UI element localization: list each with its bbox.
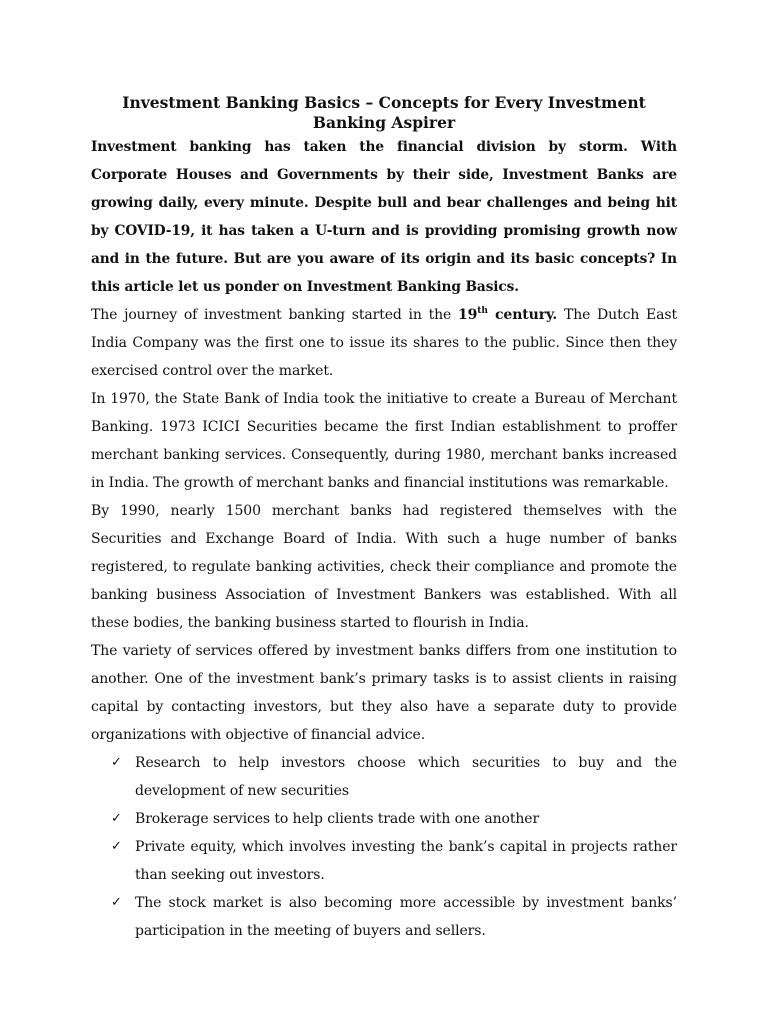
century-superscript: th: [477, 306, 488, 316]
services-list: [91, 749, 677, 945]
checkmark-icon: ✓: [111, 811, 122, 826]
paragraph-1970: In 1970, the State Bank of India took the initiative to create a Bureau of Merchant Banking. 1973 ICICI Securities became the first Indian establishment to proffer merchant banking services. Consequently, during 1980, merchant banks increased in India. The growth of merchant banks and financial institutions was remarkable.: [91, 391, 677, 491]
list-item-text: The stock market is also becoming more accessible by investment banks’ participation in the meeting of buyers and sellers.: [135, 895, 677, 939]
list-item-text: Research to help investors choose which securities to buy and the development of new securities: [135, 755, 677, 799]
century-word: century.: [487, 307, 558, 323]
intro-paragraph: Investment banking has taken the financial division by storm. With Corporate Houses and Governments by their side, Investment Banks are growing daily, every minute. Despite bull and bear challenges and being hit by COVID-19, it has taken a U-turn and is providing promising growth now and in the future. But are you aware of its origin and its basic concepts? In this article let us ponder on Investment Banking Basics.: [91, 139, 677, 295]
checkmark-icon: ✓: [111, 839, 122, 854]
list-item: [111, 805, 677, 833]
checkmark-icon: ✓: [111, 755, 122, 770]
list-item-text: Brokerage services to help clients trade with one another: [135, 811, 540, 827]
list-item: [111, 833, 677, 889]
paragraph-1990: By 1990, nearly 1500 merchant banks had registered themselves with the Securities and Exchange Board of India. With such a huge number of banks registered, to regulate banking activities, check their compliance and promote the banking business Association of Investment Bankers was established. With all these bodies, the banking business started to flourish in India.: [91, 503, 677, 631]
document-title: Investment Banking Basics – Concepts for Every Investment Banking Aspirer: [122, 93, 646, 132]
century-number: 19: [457, 307, 478, 323]
document-page: [91, 93, 677, 945]
list-item: [111, 749, 677, 805]
paragraph-history: [91, 301, 677, 385]
paragraph-history-end: The Dutch East India Company was the first one to issue its shares to the public. Since then they exercised control over the market.: [91, 307, 677, 379]
list-item-text: Private equity, which involves investing the bank’s capital in projects rather than seeking out investors.: [135, 839, 677, 883]
paragraph-services: The variety of services offered by investment banks differs from one institution to another. One of the investment bank’s primary tasks is to assist clients in raising capital by contacting investors, but they also have a separate duty to provide organizations with objective of financial advice.: [91, 643, 677, 743]
checkmark-icon: ✓: [111, 895, 122, 910]
paragraph-history-start: The journey of investment banking started in the: [91, 307, 458, 323]
list-item: [111, 889, 677, 945]
